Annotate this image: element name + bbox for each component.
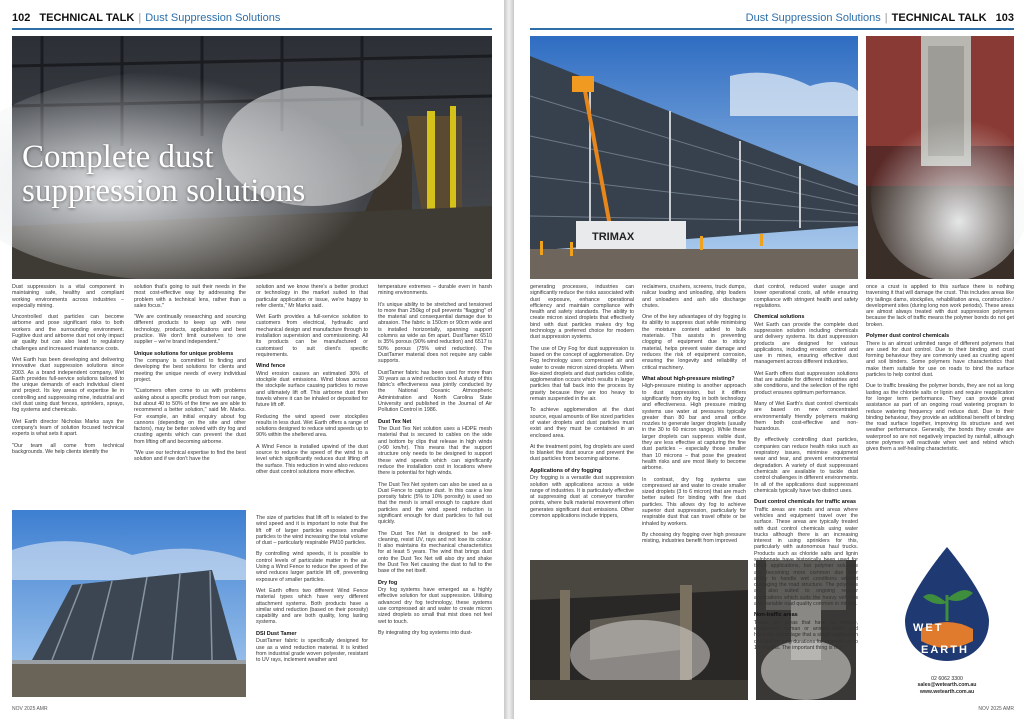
paragraph: Many of Wet Earth's dust control chemicals are based on new concentrated environmentally friendly polymers making them both cost-effective and non-hazardous.: [754, 400, 858, 433]
paragraph: The Dust Tex Net solution uses a HDPE mesh material that is secured to cables on the side and bottom by clips that release in high winds (>90 km/hr). This means that the support structure only needs to be designed to support these wind speeds which can significantly reduce the installation cost in locations where there is potential for high winds.: [378, 426, 492, 477]
paragraph: Traffic areas are roads and areas where vehicles and equipment travel over the surface. These areas are typically treated with dust control chemicals using water trucks although there is an increasing interest in using sprinklers for this, particularly with autonomous haul trucks. Products such as chloride salts and lignin sulphonate have historically been used for these applications, but polymer solutions are becoming more common due their ability to handle wet conditions without damaging the road structure. The polymers are also suited to ongoing regular applications which suits the heavy vehicles and variable road quality common in mining.: [754, 506, 858, 608]
right-footer: NOV 2025 AMR: [978, 706, 1014, 712]
paragraph: Reducing the wind speed over stockpiles results in less dust. Wet Earth offers a range of solutions designed to reduce wind speeds up to 90% within the sheltered area.: [256, 413, 368, 439]
subheading: Dust control chemicals for traffic areas: [754, 499, 857, 506]
ship-loader-mist-photo: [866, 36, 1014, 279]
paragraph: Wet Earth provides a full-service solution to customers from electrical, hydraulic and mechanical design and manufacture through to installation supervision and commissioning. All its products can be manufactured or customised to suit client's specific requirements.: [256, 314, 368, 358]
left-col-3-lower: [256, 515, 368, 700]
contact-website: www.wetearth.com.au: [919, 688, 975, 695]
paragraph: The Dust Tex Net is designed to be self-cleaning, resist UV, rays and not lose its colour. It also maintains its mechanical characteristics for at least 5 years. The wind that brings dust onto the Dust Tex Net will also dry and shake the Dust Tex Net causing the dust to fall to the base of the net itself.: [378, 530, 492, 575]
paragraph: dust control, reduced water usage and lower operational costs, all while ensuring compliance with stringent health and safety regulations.: [754, 284, 858, 309]
paragraph: By choosing dry fogging over high pressure misting, industries benefit from improved: [642, 531, 746, 545]
right-page-number: 103: [995, 12, 1014, 24]
subheading: Chemical solutions: [754, 314, 805, 321]
conveyor-transfer-photo: [530, 560, 748, 700]
paragraph: Due to traffic breaking the polymer bonds, they are not as long lasting as the chloride salts or lignin and require reapplication for longer term performance. They can provide great assistance as part of an ongoing road watering program to reduce watering frequency and reduce dust. Due to their binding behaviour, they provide an additional benefit of binding the road surface together, improving its structure and wet weather performance. Generally, the bonds they create are waterproof so are not negatively impacted by rainfall, although some polymers will reactivate when wet and rebind which gives them a self-healing characteristic.: [866, 383, 1014, 453]
paragraph: There is an almost unlimited range of different polymers that are used for dust control. Due to their binding and crust forming behaviour they are commonly used as crusting agent and soil binders. Some polymers have characteristics that make them suitable for use on roads to bind the surface particles to help control dust.: [866, 340, 1014, 379]
paragraph: By controlling wind speeds, it is possible to control levels of particulate matter in the air. Using a Wind Fence to reduce the speed of the wind reduces larger particle lift off, preventing exposure of smaller particles.: [256, 551, 368, 583]
right-header: Dust Suppression Solutions | TECHNICAL TALK 103: [745, 12, 1014, 24]
paragraph: High-pressure misting is another approach to dust suppression, but it differs significantly from dry fog in both technology and effectiveness. High pressure misting systems use water at pressures typically greater than 80 bar and small orifice nozzles to generate larger droplets (usually in the 30 to 60 micron range). While these larger droplets can suppress visible dust, they are less effective at capturing the fine dust particles – especially those smaller than 10 microns – that pose the greatest health risks and are most likely to become airborne.: [642, 383, 746, 472]
paragraph: "Our team all come from technical backgrounds. We help clients identify the: [12, 442, 124, 455]
contact-block: [891, 676, 1003, 695]
subheading: Non-traffic areas: [754, 612, 798, 619]
wind-fence-illustration: [12, 510, 246, 697]
paragraph: Wet Earth director Nicholas Marks says the company's team of solution focused technical experts is what sets it apart.: [12, 418, 124, 438]
left-page: [0, 0, 504, 719]
left-col-1: [12, 284, 124, 512]
paragraph: These are areas that have no vehicle, equipment, human or animal traffic and have the advantage that a single application can last for long durations for example up to 18 months. The important thing is that: [754, 619, 858, 652]
paragraph: By integrating dry fog systems into dust-: [378, 629, 473, 636]
paragraph: It's unique ability to be stretched and tensioned to more than 250kg of pull prevents "flagging" of the material and consequential damage due to abrasion. The fabric is 150cm or 90cm wide and is installed horizontally, spanning support columns as wide as 6m apart. DustTamer 6510 is 35% porous (90% wind reduction) and 6517 is 50% porous (75% wind reduction). The DustTamer material does not require any cable supports.: [378, 301, 492, 365]
logo-word-earth: EARTH: [921, 644, 969, 656]
right-header-rule: [530, 28, 1014, 30]
left-header: 102 TECHNICAL TALK | Dust Suppression Solutions: [12, 12, 281, 24]
paragraph: In contrast, dry fog systems use compressed air and water to create smaller sized droplets (3 to 6 micron) that are much better suited for binding with fine dust particles. This allows dry fog to achieve superior dust suppression, particularly for respirable dust that can travel offsite or be inhaled by workers.: [642, 476, 746, 527]
paragraph: Dry fogging is a versatile dust suppression solution with applications across a wide range of industries. It is particularly effective at suppressing dust at conveyor transfer points, where bulk material movement often generates significant dust emissions. Other common applications include trippers,: [530, 475, 634, 519]
paragraph: The use of Dry Fog for dust suppression is based on the concept of agglomeration. Dry Fog technology uses compressed air and water to create micron sized droplets. When like-sized droplets and dust particles collide, agglomeration occurs which results in larger particles that fall back into the process by gravity because they are too heavy to remain suspended in the air.: [530, 345, 634, 403]
right-col-4: [866, 284, 1014, 546]
right-col-1: [530, 284, 634, 558]
paragraph: The size of particles that lift off is related to the wind speed and it is important to note that the lift off of larger particles exposes smaller particles to the wind increasing the total volume of dust – particularly respirable PM10 particles.: [256, 515, 368, 547]
paragraph: One of the key advantages of dry fogging is its ability to suppress dust while minimising the moisture content added to bulk materials. This assists in preventing clogging of equipment due to sticky material, helps prevent water damage and reduces the risk of equipment corrosion, ensuring the longevity and reliability of critical machinery.: [642, 314, 746, 371]
paragraph: By effectively controlling dust particles, companies can reduce health risks such as respiratory issues, minimise equipment wear and tear, and prevent environmental degradation. A variety of dust suppressant chemicals are available to tackle dust control challenges in different environments. In all of the applications dust suppressant chemicals typically have two distinct uses.: [754, 437, 858, 494]
truck-brand-label: TRIMAX: [592, 231, 635, 243]
subheading: Dry fog: [378, 579, 398, 586]
right-section-title: TECHNICAL TALK: [891, 12, 987, 24]
subheading: Wind fence: [256, 363, 286, 370]
subheading: Applications of dry fogging: [530, 467, 602, 474]
paragraph: Wet Earth has been developing and delivering innovative dust suppression solutions since 2003. As a brand independent company, Wet Earth provides full-service solutions tailored to the unique demands of each individual client and project. Its key areas of expertise lie in controlling and suppressing mine, industrial and civil dust using dust fences, sprinklers, sprays, fog systems and chemicals.: [12, 356, 124, 414]
paragraph: DustTamer fabric is specifically designed for use as a wind reduction material. It is knitted from industrial grade woven polyester, resistant to UV rays, inclement weather and: [256, 638, 368, 664]
paragraph: "We use our technical expertise to find the best solution and if we don't have the: [134, 450, 246, 463]
logo-word-wet: WET: [913, 622, 944, 634]
subheading: What about high-pressure misting?: [642, 375, 735, 382]
fence-installation-illustration: [530, 36, 858, 279]
paragraph: Wet Earth offers dust suppression solutions that are suitable for different industries and site conditions, and the selection of the right product ensures optimum performance.: [754, 370, 858, 396]
paragraph: solution and we know there's a better product or technology in the market suited to that particular application or issue, we're happy to refer clients," Mr Marks said.: [256, 284, 368, 309]
paragraph: Dry fog systems have emerged as a highly effective solution for dust suppression. Utilising advanced dry fog technology, these systems use compressed air and water to create micron sized droplets so small that mist does not feel wet to touch.: [378, 587, 492, 625]
paragraph: At the treatment point, fog droplets are used to blanket the dust source and prevent the dust particles from becoming airborne.: [530, 443, 634, 463]
paragraph: generating processes, industries can significantly reduce the risks associated with dust exposure, enhance operational efficiency and maintain compliance with health and safety standards. The ability to create micron sized droplets that effectively bind with dust particles makes dry fog technology a preferred choice for modern dust suppression systems.: [530, 284, 634, 341]
right-col-3: [754, 284, 858, 652]
subheading: Dust Tex Net: [378, 418, 412, 425]
left-header-rule: [12, 28, 492, 30]
left-page-number: 102: [12, 12, 31, 24]
magazine-spine: [504, 0, 514, 719]
paragraph: To achieve agglomeration at the dust source, equal amounts of like sized particles of water droplets and dust particles must exist and they must be contained in an enclosed area.: [530, 407, 634, 439]
paragraph: DustTamer fabric has been used for more than 30 years as a wind reduction tool. A study of this fabric's effectiveness was jointly conducted by the National Oceanic Atmospheric Administration and North Carolina State University and published in the Journal of Air Pollution Control in 1986.: [378, 369, 492, 414]
wet-earth-logo-drop: [891, 545, 1003, 665]
paragraph: A Wind Fence is installed upwind of the dust source to reduce the speed of the wind to a level which significantly reduces dust lifting off the surface. This reduction in wind also reduces other dust control solutions more effective.: [256, 443, 368, 475]
left-col-4: [378, 284, 492, 700]
fence-installation-photo: [530, 36, 858, 279]
subheading: Polymer dust control chemicals: [866, 333, 950, 340]
wet-earth-logo: [891, 545, 1003, 665]
wind-fence-photo: [12, 510, 246, 697]
paragraph: The Dust Tex Net system can also be used as a Dust Fence to capture dust. In this case a low porosity fabric (5% to 10% porosity) is used so that the mesh is small enough to capture dust particles and the wind speed reduction is significant enough for dust particles to fall out quickly.: [378, 481, 492, 526]
ship-loader-illustration: [866, 36, 1014, 279]
contact-email: sales@wetearth.com.au: [917, 682, 977, 689]
right-col-2: [642, 284, 746, 558]
paragraph: Wind erosion causes an estimated 30% of stockpile dust emissions. Wind blows across the stockpile surface causing particles to move and ultimately lift off. This airborne dust then travels where it can be inhaled or deposited for future lift off.: [256, 370, 368, 409]
left-subsection-title: Dust Suppression Solutions: [145, 12, 281, 24]
conveyor-transfer-illustration: [530, 560, 748, 700]
paragraph: Uncontrolled dust particles can become airborne and pose significant risks to both workers and the surrounding environment. Fugitive dust and airborne dust not only impact air quality but can also lead to regulatory challenges and increased maintenance costs.: [12, 314, 124, 352]
left-col-2: [134, 284, 246, 512]
paragraph: Wet Earth can provide the complete dust suppression solution including chemicals and delivery systems. Its dust suppression products are designed for various applications, including erosion control and use in mines, ensuring effective dust management across different industries.: [754, 321, 858, 366]
paragraph: solution that's going to suit their needs in the most cost-effective way by addressing the problem with a technical lens, rather than a sales focus.": [134, 284, 246, 309]
subheading: Unique solutions for unique problems: [134, 350, 234, 357]
left-section-title: TECHNICAL TALK: [39, 12, 135, 24]
paragraph: "We are continually researching and sourcing different products to keep up with new technology, products, applications and best practice. We don't limit ourselves to one supplier – we're brand independent.": [134, 314, 246, 346]
paragraph: "Customers often come to us with problems asking about a specific product from our range, but about 40 to 50% of the time we are able to recommend a better solution," said Mr. Marks. For example, an initial enquiry about fog cannons (depending on the site and other factors), may be better solved with dry fog and crusting agents which can prevent the dust from lifting off and becoming airborne.: [134, 388, 246, 445]
paragraph: Wet Earth offers two different Wind Fence material types which have very different attachment systems. Both products have a similar wind reduction (based on their porosity) capability and are both quality, long lasting systems.: [256, 587, 368, 626]
paragraph: temperature extremes – durable even in harsh mining environments.: [378, 284, 492, 297]
right-subsection-title: Dust Suppression Solutions: [745, 12, 881, 24]
paragraph: reclaimers, crushers, screens, truck dumps, railcar loading and unloading, ship loaders and unloaders and ash silo discharge chutes.: [642, 284, 746, 309]
contact-phone: 02 6062 3300: [931, 676, 963, 682]
hero-title: Complete dust suppression solutions: [22, 139, 306, 209]
paragraph: Dust suppression is a vital component in maintaining safe, healthy and compliant working environments across industries – especially mining.: [12, 284, 124, 309]
paragraph: once a crust is applied to this surface there is nothing traversing it that will damage the crust. This includes areas like dry tailings dams, stockpiles, rehabilitation area, construction / development sites (during long non work periods). These areas are almost always treated with dust suppression polymers because the lack of traffic means the polymer bonds do not get broken.: [866, 284, 1015, 328]
paragraph: The company is committed to finding and developing the best solutions for clients and meeting the unique needs of every individual project.: [134, 358, 246, 384]
left-footer: NOV 2025 AMR: [12, 706, 48, 712]
subheading: DSI Dust Tamer: [256, 630, 297, 637]
left-col-3: [256, 284, 368, 512]
